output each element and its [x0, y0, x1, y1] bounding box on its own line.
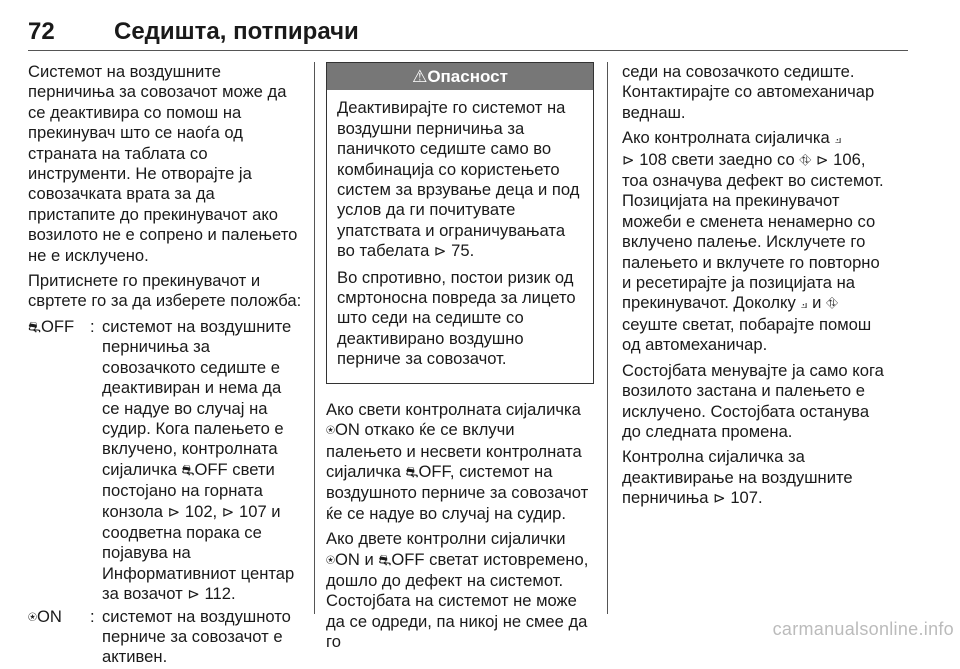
danger-box: [326, 62, 594, 384]
watermark: carmanualsonline.info: [772, 619, 954, 639]
danger-title: Опасност: [427, 67, 508, 86]
paragraph-fault: Ако контролната сијаличка ⟓ ⊳ 108 свети заедно со ⛗ ⊳ 106, тоа означува дефект во системот. Позицијата на прекинувачот можеби е сменета ненамерно со вклучено палење. Исклучете го палењето и вклучете го повторно и ресетирајте ја позицијата на прекинувачот. Доколку ⟓ и ⛗ сеуште светат, побарајте помош од автомеханичар.: [622, 128, 884, 355]
page-ref-icon: ⊳: [713, 490, 726, 508]
column-divider-2: [607, 62, 608, 614]
page-ref[interactable]: 112: [204, 584, 231, 604]
page-header: [28, 18, 908, 52]
airbag-icon: ⛗: [826, 295, 839, 313]
seatbelt-icon: ⟓: [834, 130, 842, 148]
page-ref-icon: ⊳: [433, 243, 447, 261]
seatbelt-icon: ⟓: [800, 295, 808, 313]
paragraph-change-state: Состојбата менувајте ја само кога возилото застана и палењето е исклучено. Состојбата останува до следната промена.: [622, 360, 884, 441]
airbag-icon: ⛗: [799, 151, 812, 169]
header-divider: [28, 50, 908, 51]
position-item-on: ⍟ON : системот на воздушното перниче за совозачот е активен.: [28, 607, 302, 668]
page-ref[interactable]: 75: [451, 241, 470, 261]
warning-icon: ⚠: [412, 67, 428, 86]
paragraph-lamp-ref: Контролна сијаличка за деактивирање на воздушните перничиња ⊳ 107.: [622, 447, 853, 508]
column-2: [326, 62, 594, 658]
danger-body: [327, 90, 593, 382]
column-3: [622, 62, 892, 515]
paragraph-contact: седи на совозачкото седиште. Контактирајте со автомеханичар веднаш.: [622, 62, 875, 122]
position-term: ⛐OFF: [28, 316, 75, 336]
page-ref[interactable]: 108: [639, 149, 667, 169]
page-ref-icon: ⊳: [815, 151, 829, 169]
position-item-off: ⛐OFF : системот на воздушните перничиња за совозачкото седиште е деактивиран и нема да се надуе во случај на судир. Кога палењето е вклучено, контролната сијаличка ⛐OFF свети постојано на горната конзола ⊳ 102, ⊳ 107 и соодветна порака се појавува на Информативниот центар за возачот ⊳ 112.: [28, 317, 302, 606]
position-desc: системот на воздушното перниче за совозачот е активен.: [102, 606, 291, 667]
position-list: [28, 317, 302, 668]
page-number: 72: [28, 18, 55, 45]
airbag-off-icon: ⛐: [28, 318, 41, 336]
page-ref-icon: ⊳: [187, 586, 200, 604]
page-ref-icon: ⊳: [622, 151, 635, 169]
page-ref[interactable]: 107: [730, 488, 759, 508]
position-desc: системот на воздушните перничиња за совозачкото седиште е деактивиран и нема да се надуе во случај на судир. Кога палењето е вклучено, контролната сијаличка ⛐OFF свети постојано на горната конзола ⊳ 102, ⊳ 107 и соодветна порака се појавува на Информативниот центар за возачот ⊳ 112.: [102, 316, 295, 604]
position-term: ⍟ON: [28, 606, 62, 626]
column-1: [28, 62, 302, 669]
paragraph-on-lamp: Ако свети контролната сијаличка ⍟ON откако ќе се вклучи палењето и несвети контролната сијаличка ⛐OFF, системот на воздушното перниче за совозачот ќе се надуе во случај на судир.: [326, 399, 589, 523]
paragraph-both-lamps: Ако двете контролни сијалички ⍟ON и ⛐OFF светат истовремено, дошло до дефект на системот. Состојбата на системот не може да се одреди, па никој не смее да го: [326, 529, 589, 652]
paragraph-switch-turn: Притиснете го прекинувачот и свртете го за да изберете положба:: [28, 271, 302, 311]
page-ref-icon: ⊳: [167, 503, 181, 521]
page-title: Седишта, потпирачи: [114, 18, 359, 45]
danger-paragraph: Во спротивно, постои ризик од смртоносна повреда за лицето што седи на седиште со деактивирано воздушно перниче за совозачот.: [337, 267, 576, 369]
airbag-on-icon: ⍟: [326, 422, 336, 440]
airbag-off-icon: ⛐: [405, 463, 419, 481]
column-divider-1: [314, 62, 315, 614]
airbag-on-icon: ⍟: [28, 608, 38, 626]
page-ref-icon: ⊳: [221, 503, 235, 521]
danger-header: [327, 63, 593, 90]
page-ref[interactable]: 107: [238, 501, 267, 521]
danger-paragraph: Деактивирајте го системот на воздушни перничиња за паничкото седиште само во комбинација со користењето систем за врзување деца и под услов да ги почитувате упатствата и ограничувањата во табелата ⊳ 75.: [337, 98, 580, 261]
page-ref[interactable]: 102: [184, 501, 213, 521]
page-ref[interactable]: 106: [833, 149, 861, 169]
paragraph-switch-intro: Системот на воздушните перничиња за совозачот може да се деактивира со помош на прекинувач што се наоѓа од страната на таблата со инструменти. Не отворајте ја совозачката врата за да пристапите до прекинувачот ако возилото не е сопрено и палењето не е исклучено.: [28, 62, 298, 265]
airbag-off-icon: ⛐: [378, 551, 392, 569]
airbag-on-icon: ⍟: [326, 551, 336, 569]
airbag-off-icon: ⛐: [181, 461, 195, 479]
